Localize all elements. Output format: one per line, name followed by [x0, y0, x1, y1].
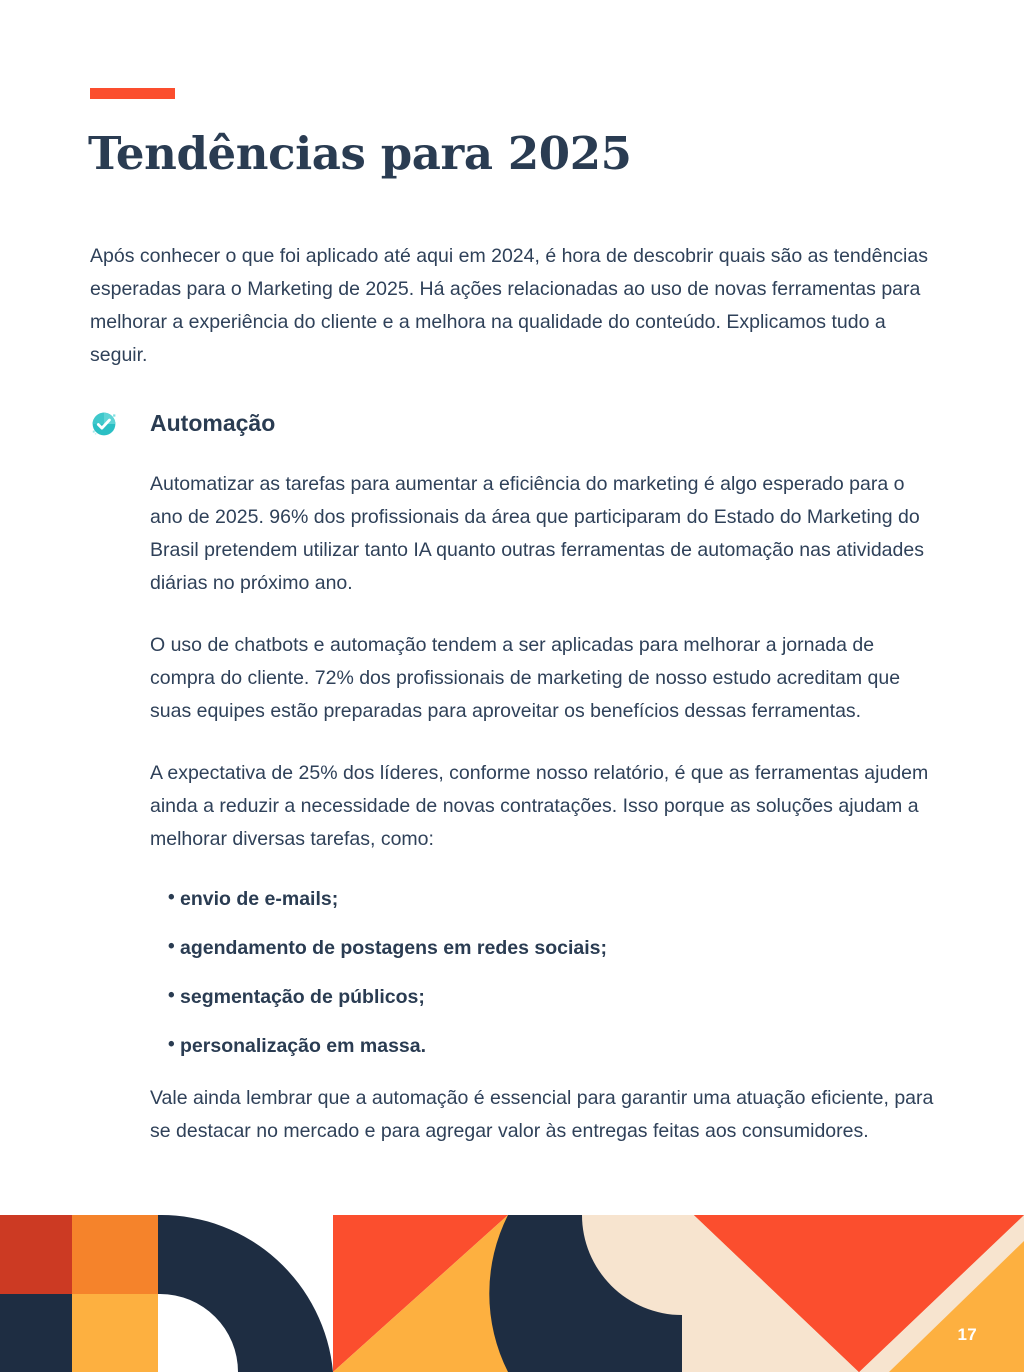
- page-number: 17: [957, 1325, 977, 1344]
- section-paragraph-3: A expectativa de 25% dos líderes, conforme nosso relatório, é que as ferramentas ajudem ainda a reduzir a necessidade de novas contratações. Isso porque as soluções ajudam a melhorar diversas tarefas, como:: [150, 762, 929, 850]
- footer-decoration: [0, 1215, 1024, 1372]
- section-header: [90, 406, 952, 450]
- title-accent-bar: [90, 88, 175, 99]
- list-item: • segmentação de públicos;: [168, 983, 952, 1011]
- section-body: [150, 450, 952, 1148]
- section-paragraph-1: Automatizar as tarefas para aumentar a eficiência do marketing é algo esperado para o ano de 2025. 96% dos profissionais da área que participaram do Estado do Marketing do Brasil pretendem utilizar tanto IA quanto outras ferramentas de automação nas atividades diárias no próximo ano.: [150, 473, 924, 594]
- section-title: Automação: [150, 410, 276, 436]
- list-item: • agendamento de postagens em redes sociais;: [168, 934, 952, 962]
- deco-square-orange: [72, 1215, 158, 1294]
- check-circle-icon: [90, 410, 118, 438]
- intro-paragraph: Após conhecer o que foi aplicado até aqui em 2024, é hora de descobrir quais são as tendências esperadas para o Marketing de 2025. Há ações relacionadas ao uso de novas ferramentas para melhorar a experiência do cliente e a melhora na qualidade do conteúdo. Explicamos tudo a seguir.: [90, 245, 928, 366]
- section-automacao: [90, 406, 952, 1148]
- deco-square-navy: [0, 1294, 72, 1372]
- footer-geometric-pattern: [0, 1215, 1024, 1372]
- list-item: • personalização em massa.: [168, 1032, 952, 1060]
- deco-square-dark-red: [0, 1215, 72, 1294]
- automation-tasks-list: [150, 885, 952, 1060]
- deco-square-yellow: [72, 1294, 158, 1372]
- list-item: • envio de e-mails;: [168, 885, 952, 913]
- section-closing-paragraph: Vale ainda lembrar que a automação é essencial para garantir uma atuação eficiente, para se destacar no mercado e para agregar valor às entregas feitas aos consumidores.: [150, 1087, 934, 1142]
- page-title: Tendências para 2025: [88, 127, 632, 180]
- section-paragraph-2: O uso de chatbots e automação tendem a ser aplicadas para melhorar a jornada de compra do cliente. 72% dos profissionais de marketing de nosso estudo acreditam que suas equipes estão preparadas para aproveitar os benefícios dessas ferramentas.: [150, 634, 901, 722]
- deco-quarter-ring-navy: [158, 1215, 333, 1372]
